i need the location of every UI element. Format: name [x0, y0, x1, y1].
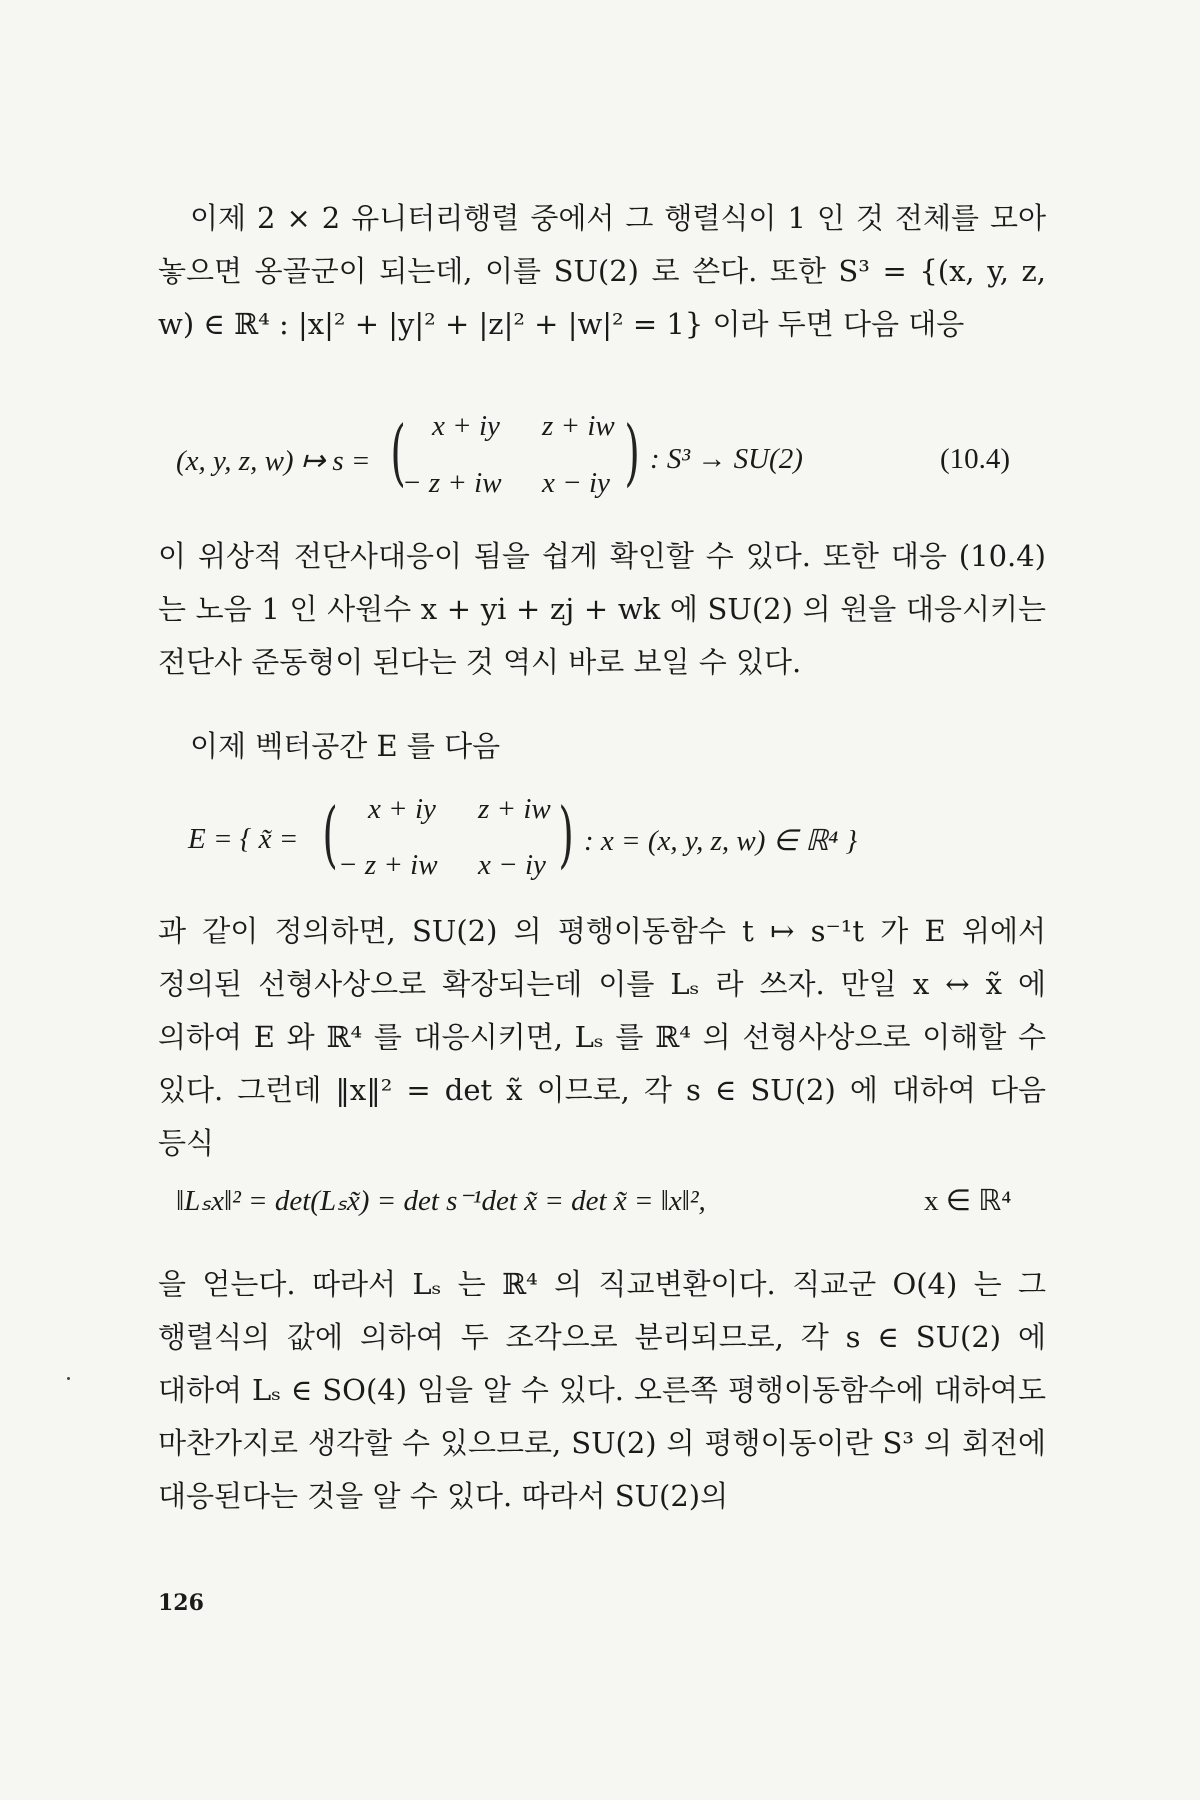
equation-3-condition: x ∈ ℝ⁴: [924, 1185, 1012, 1217]
equation-1-lhs: (x, y, z, w) ↦ s =: [176, 445, 371, 477]
paragraph-3: 이제 벡터공간 E 를 다음: [190, 729, 501, 763]
left-paren-icon: (: [322, 792, 338, 876]
paragraph-2: 이 위상적 전단사대응이 됨을 쉽게 확인할 수 있다. 또한 대응 (10.4) 는 노음 1 인 사원수 x + yi + zj + wk 에 SU(2) 의 원을 대응시키는 전단사 준동형이 된다는 것 역시 바로 보일 수 있다.: [158, 539, 1046, 679]
paragraph-1: 이제 2 × 2 유니터리행렬 중에서 그 행렬식이 1 인 것 전체를 모아 놓으면 옹골군이 되는데, 이를 SU(2) 로 쓴다. 또한 S³ = {(x, y, z, w) ∈ ℝ⁴ : |x|² + |y|² + |z|² + |w|² = 1} 이라 두면 다음 대응: [158, 201, 1046, 341]
page-number: 126: [158, 1590, 204, 1616]
equation-2-lhs: E = { x̃ =: [188, 823, 299, 855]
matrix-2-entry-21: − z + iw: [338, 849, 438, 881]
matrix-1-entry-11: x + iy: [432, 410, 500, 442]
paragraph-5: 을 얻는다. 따라서 Lₛ 는 ℝ⁴ 의 직교변환이다. 직교군 O(4) 는 그 행렬식의 값에 의하여 두 조각으로 분리되므로, 각 s ∈ SU(2) 에 대하여 Lₛ ∈ SO(4) 임을 알 수 있다. 오른쪽 평행이동함수에 대하여도 마찬가지로 생각할 수 있으므로, SU(2) 의 평행이동이란 S³ 의 회전에 대응된다는 것을 알 수 있다. 따라서 SU(2)의: [158, 1267, 1046, 1513]
equation-10-4: [0, 410, 1200, 520]
equation-vector-space-E: [0, 793, 1200, 898]
matrix-1-entry-22: x − iy: [542, 467, 610, 499]
left-paren-icon: (: [390, 410, 406, 494]
equation-norm-identity: [0, 1177, 1200, 1227]
matrix-2-entry-22: x − iy: [478, 849, 546, 881]
right-paren-icon: ): [624, 410, 640, 494]
matrix-2-entry-11: x + iy: [368, 793, 436, 825]
scan-speck: [67, 1377, 70, 1380]
matrix-1-entry-12: z + iw: [542, 410, 615, 442]
equation-1-rhs: : S³ → SU(2): [650, 443, 803, 475]
paragraph-4: 과 같이 정의하면, SU(2) 의 평행이동함수 t ↦ s⁻¹t 가 E 위에서 정의된 선형사상으로 확장되는데 이를 Lₛ 라 쓰자. 만일 x ↔ x̃ 에 의하여 E 와 ℝ⁴ 를 대응시키면, Lₛ 를 ℝ⁴ 의 선형사상으로 이해할 수 있다. 그런데 ‖x‖² = det x̃ 이므로, 각 s ∈ SU(2) 에 대하여 다음 등식: [158, 914, 1046, 1160]
equation-3-body: ‖Lₛx‖² = det(Lₛx̃) = det s⁻¹det x̃ = det x̃ = ‖x‖²,: [176, 1185, 706, 1217]
equation-2-rhs: : x = (x, y, z, w) ∈ ℝ⁴ }: [584, 825, 858, 857]
right-paren-icon: ): [558, 792, 574, 876]
matrix-2-entry-12: z + iw: [478, 793, 551, 825]
matrix-1-entry-21: − z + iw: [402, 467, 502, 499]
equation-1-number: (10.4): [940, 443, 1011, 475]
